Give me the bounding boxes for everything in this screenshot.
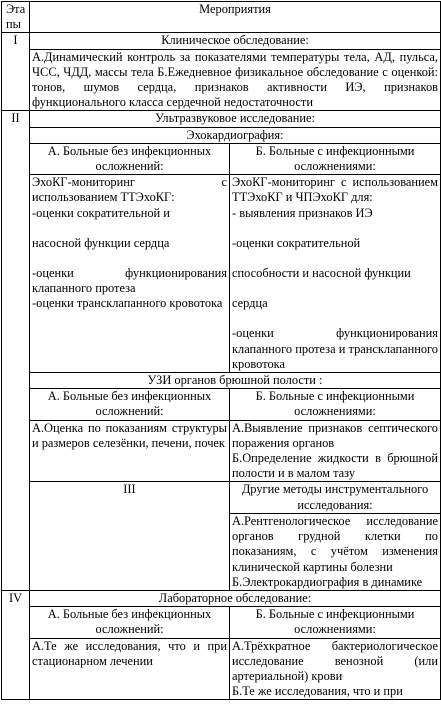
lab-b-item-1: А.Трёхкратное бактериологическое исследование венозной (или артериальной) крови — [232, 638, 438, 683]
stage-3-title-row — [2, 482, 441, 513]
stage-4-number: IV — [2, 590, 30, 699]
spacer — [232, 311, 438, 326]
uzi-title: УЗИ органов брюшной полости : — [30, 373, 441, 389]
stage-3-number: III — [30, 482, 230, 590]
lab-group-b-cell — [230, 638, 441, 700]
echo-b-item-6: -оценки функционирования клапанного протеза и трансклапанного кровотока — [232, 326, 438, 371]
monitoring-table — [1, 1, 441, 700]
echo-b-item-2: - выявления признаков ИЭ — [232, 205, 373, 220]
uzi-group-a-header: А. Больные без инфекционных осложнений: — [30, 389, 230, 420]
echo-group-a-header: А. Больные без инфекционных осложнений: — [30, 143, 230, 174]
echo-title: Эхокардиография: — [30, 127, 441, 143]
lab-group-a-header: А. Больные без инфекционных осложнений: — [30, 607, 230, 638]
stage-3-item-2: Б.Электрокардиография в динамике — [232, 574, 423, 589]
echo-b-item-4: способности и насосной функции — [232, 266, 411, 281]
stage-2-title: Ультразвуковое исследование: — [30, 111, 441, 127]
echo-a-item-3: насосной функции сердца — [32, 235, 170, 250]
stage-1-text: А.Динамический контроль за показателями температуры тела, АД, пульса, ЧСС, ЧДД, массы тела Б.Ежедневное физикальное обследование с оценкой: тонов, шумов сердца, признаков активности ИЭ, признаков функционального класса сердечной недостаточности — [30, 49, 441, 111]
lab-group-header-row — [2, 607, 441, 638]
stages-column-header: Эта пы — [2, 2, 30, 33]
echo-b-item-3: -оценки сократительной — [232, 235, 361, 250]
uzi-group-b-cell — [230, 420, 441, 482]
echo-title-row — [2, 127, 441, 143]
spacer — [232, 281, 438, 296]
echo-b-item-1: ЭхоКГ-мониторинг с использованием ТТЭхоКГ и ЧПЭхоКГ для: — [232, 175, 438, 205]
stage-1-title: Клиническое обследование: — [30, 33, 441, 49]
stage-2-title-row — [2, 111, 441, 127]
stage-4-title: Лабораторное обследование: — [30, 590, 441, 606]
echo-a-item-4: -оценки функционирования клапанного протеза — [32, 266, 227, 296]
spacer — [32, 251, 227, 266]
uzi-group-a-cell: А.Оценка по показаниям структуры и размеров селезёнки, печени, почек — [30, 420, 230, 482]
echo-group-header-row — [2, 143, 441, 174]
stage-2-number: II — [2, 111, 30, 590]
lab-b-item-2: Б.Те же исследования, что и при — [232, 684, 403, 699]
stage-1-title-row — [2, 33, 441, 49]
echo-group-a-cell — [30, 175, 230, 373]
uzi-group-header-row — [2, 389, 441, 420]
echo-b-item-5: сердца — [232, 296, 268, 311]
echo-a-item-1: ЭхоКГ-мониторинг с использованием ТТЭхоКГ: — [32, 175, 227, 205]
echo-group-b-cell — [230, 175, 441, 373]
spacer — [32, 221, 227, 236]
table-header-row — [2, 2, 441, 33]
lab-group-b-header: Б. Больные с инфекционными осложнениями: — [230, 607, 441, 638]
lab-group-a-cell: А.Те же исследования, что и при стационарном лечении — [30, 638, 230, 700]
events-column-header: Мероприятия — [30, 2, 441, 33]
echo-group-b-header: Б. Больные с инфекционными осложнениями: — [230, 143, 441, 174]
uzi-group-b-header: Б. Больные с инфекционными осложнениями: — [230, 389, 441, 420]
stage-3-cell — [230, 513, 441, 590]
echo-a-item-5: -оценки трансклапанного кровотока — [32, 296, 223, 311]
spacer — [232, 221, 438, 236]
uzi-b-item-2: Б.Определение жидкости в брюшной полости и в малом тазу — [232, 451, 438, 481]
stage-3-title: Другие методы инструментального исследования: — [230, 482, 441, 513]
stage-1-content-row — [2, 49, 441, 111]
uzi-content-row — [2, 420, 441, 482]
stage-1-number: I — [2, 33, 30, 111]
stage-4-title-row — [2, 590, 441, 606]
uzi-title-row — [2, 373, 441, 389]
echo-content-row — [2, 175, 441, 373]
spacer — [232, 251, 438, 266]
lab-content-row — [2, 638, 441, 700]
echo-a-item-2: -оценки сократительной и — [32, 205, 170, 220]
uzi-b-item-1: А.Выявление признаков септического поражения органов — [232, 420, 438, 450]
stage-3-item-1: А.Рентгенологическое исследование органов грудной клетки по показаниям, с учётом изменения клинической картины болезни — [232, 513, 438, 574]
